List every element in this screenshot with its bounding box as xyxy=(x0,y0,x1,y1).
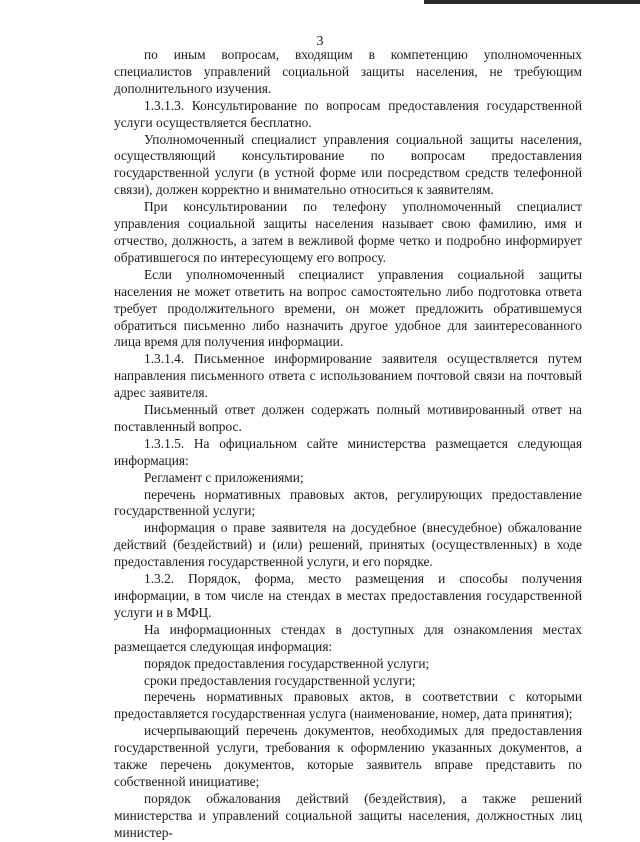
paragraph-9: Регламент с приложениями; xyxy=(144,469,304,485)
paragraph-7: Письменный ответ должен содержать полный мотивированный ответ на поставленный вопрос. xyxy=(114,402,582,434)
paragraph-11: информация о праве заявителя на досудебное (внесудебное) обжалование действий (бездействий) и (или) решений, принятых (осуществленных) в ходе предоставления государственной услуги, и его порядке. xyxy=(114,520,582,570)
top-edge-scan-mark xyxy=(424,0,640,4)
paragraph-18: порядок обжалования действий (бездействия), а также решений министерства и управлений социальной защиты населения, должностных лиц министер- xyxy=(114,790,582,840)
paragraph-5: Если уполномоченный специалист управления социальной защиты населения не может ответить на вопрос самостоятельно либо подготовка ответа требует продолжительного времени, он может предложить обратившемуся обратиться письменно либо назначить другое удобное для заинтересованного лица время для получения информации. xyxy=(114,266,582,350)
paragraph-4: При консультировании по телефону уполномоченный специалист управления социальной защиты населения называет свою фамилию, имя и отчество, должность, а затем в вежливой форме четко и подробно информирует обратившегося по интересующему его вопросу. xyxy=(114,199,582,265)
paragraph-6: 1.3.1.4. Письменное информирование заявителя осуществляется путем направления письменного ответа с использованием почтовой связи на почтовый адрес заявителя. xyxy=(114,351,582,401)
paragraph-12: 1.3.2. Порядок, форма, место размещения и способы получения информации, в том числе на стендах в местах предоставления государственной услуги и в МФЦ. xyxy=(114,571,582,620)
paragraph-14: порядок предоставления государственной услуги; xyxy=(144,655,430,671)
paragraph-10: перечень нормативных правовых актов, регулирующих предоставление государственной услуги; xyxy=(114,486,582,519)
paragraph-15: сроки предоставления государственной услуги; xyxy=(144,672,416,688)
paragraph-17: исчерпывающий перечень документов, необходимых для предоставления государственной услуги, требования к оформлению указанных документов, а также перечень документов, которые заявитель вправе представить по собственной инициативе; xyxy=(114,723,582,789)
paragraph-16: перечень нормативных правовых актов, в соответствии с которыми предоставляется государственная услуга (наименование, номер, дата принятия); xyxy=(114,689,582,722)
paragraph-2: 1.3.1.3. Консультирование по вопросам предоставления государственной услуги осуществляется бесплатно. xyxy=(114,97,582,130)
paragraph-13: На информационных стендах в доступных для ознакомления местах размещается следующая информация: xyxy=(114,621,582,654)
paragraph-8: 1.3.1.5. На официальном сайте министерства размещается следующая информация: xyxy=(114,435,582,468)
document-body xyxy=(114,47,582,842)
paragraph-3: Уполномоченный специалист управления социальной защиты населения, осуществляющий консультирование по вопросам предоставления государственной услуги (в устной форме или посредством средств телефонной связи), должен корректно и внимательно относиться к заявителям. xyxy=(114,131,582,198)
page-number: 3 xyxy=(316,34,324,49)
paragraph-1: по иным вопросам, входящим в компетенцию уполномоченных специалистов управлений социальной защиты населения, не требующим дополнительного изучения. xyxy=(114,47,582,96)
